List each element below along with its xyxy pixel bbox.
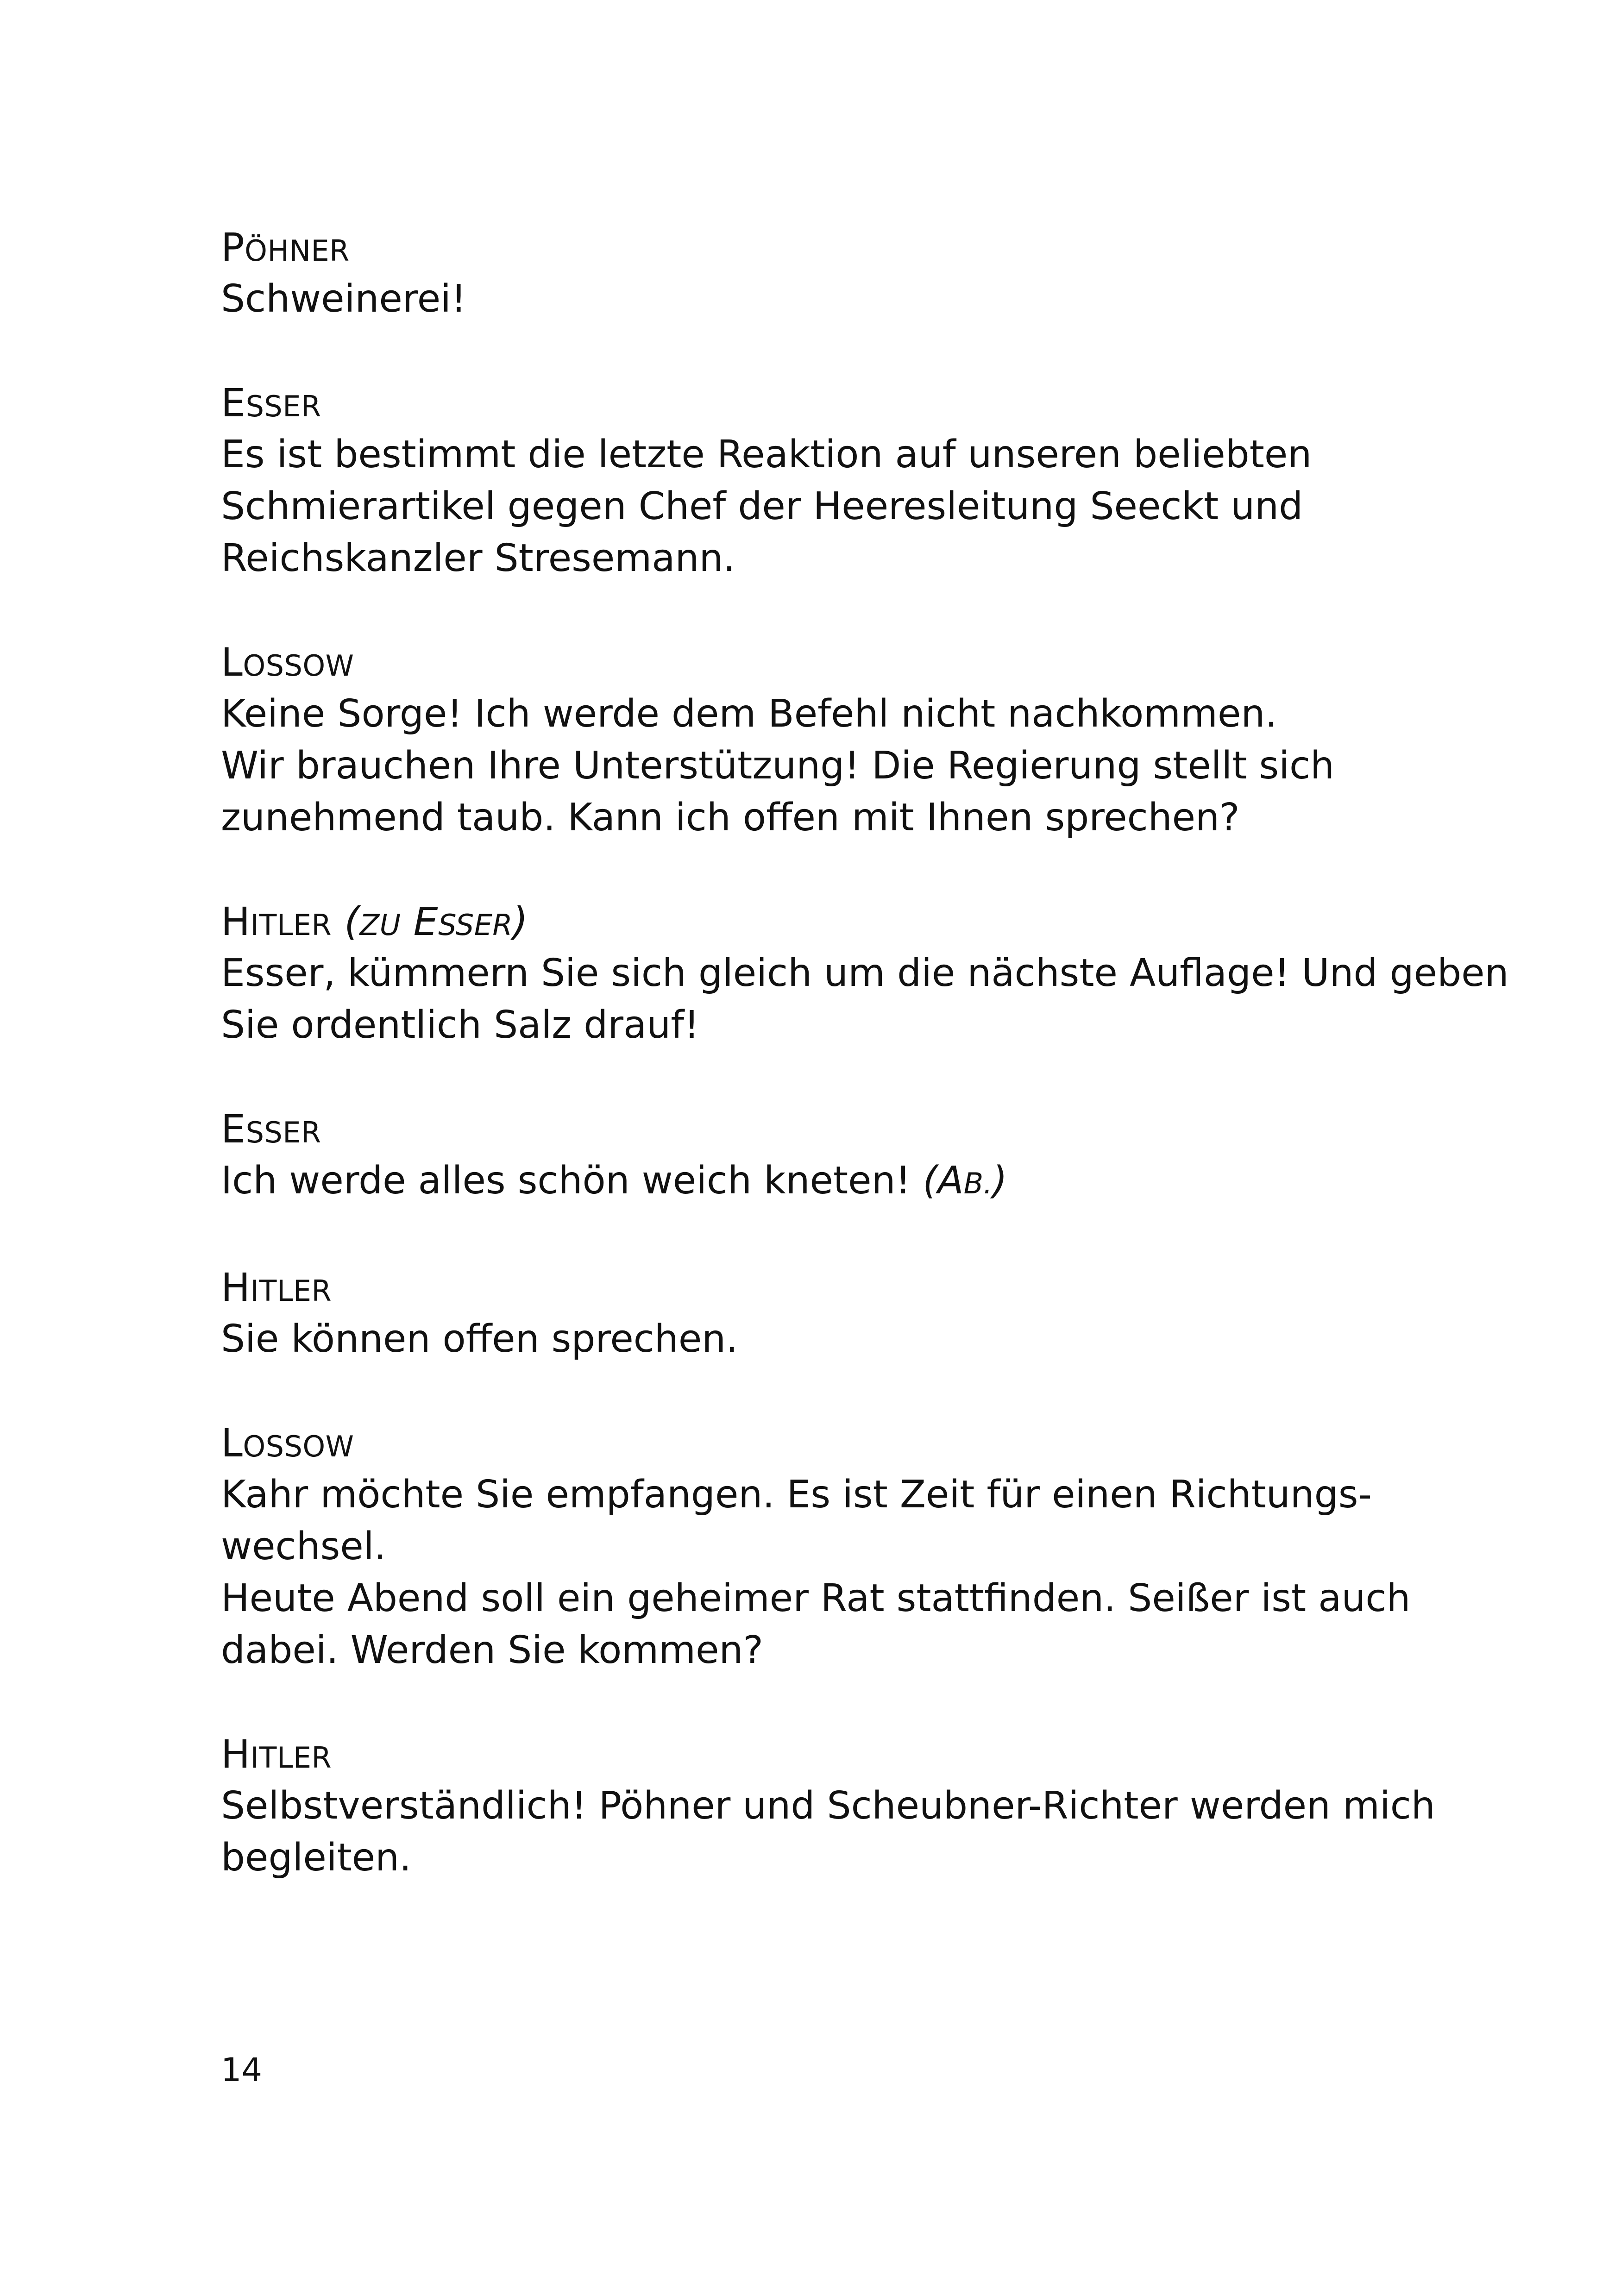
dialogue-block-esser bbox=[221, 1103, 1407, 1210]
dialogue-block-poehner bbox=[221, 221, 1407, 325]
page-number: 14 bbox=[221, 2051, 263, 2089]
dialogue-line: Schmierartikel gegen Chef der Heeresleitung Seeckt und bbox=[221, 484, 1303, 528]
speaker-name: LOSSOW bbox=[221, 1420, 354, 1466]
speaker-name: ESSER bbox=[221, 1106, 321, 1152]
dialogue-line: Keine Sorge! Ich werde dem Befehl nicht nachkommen. bbox=[221, 692, 1277, 736]
speaker-name: PÖHNER bbox=[221, 225, 350, 270]
dialogue-line: Heute Abend soll ein geheimer Rat stattfinden. Seißer ist auch bbox=[221, 1576, 1411, 1620]
dialogue-line: Esser, kümmern Sie sich gleich um die nächste Auflage! Und geben bbox=[221, 951, 1509, 995]
dialogue-block-lossow bbox=[221, 636, 1407, 844]
dialogue-line: wechsel. bbox=[221, 1524, 386, 1568]
dialogue-line: Kahr möchte Sie empfangen. Es ist Zeit für einen Richtungs- bbox=[221, 1473, 1372, 1517]
dialogue-block-hitler bbox=[221, 896, 1509, 1051]
speaker-name: ESSER bbox=[221, 380, 321, 426]
dialogue-line: Es ist bestimmt die letzte Reaktion auf unseren beliebten bbox=[221, 433, 1312, 477]
play-script-text bbox=[221, 221, 1509, 1936]
speaker-name: LOSSOW bbox=[221, 640, 354, 685]
dialogue-block-hitler bbox=[221, 1728, 1435, 1884]
dialogue-block-esser bbox=[221, 377, 1407, 584]
dialogue-line: Ich werde alles schön weich kneten! (AB.) bbox=[221, 1159, 1007, 1203]
dialogue-line: begleiten. bbox=[221, 1836, 412, 1880]
speaker-name: HITLER (ZU ESSER) bbox=[221, 899, 528, 944]
dialogue-line: zunehmend taub. Kann ich offen mit Ihnen sprechen? bbox=[221, 796, 1240, 840]
speaker-name: HITLER bbox=[221, 1265, 332, 1310]
dialogue-line: Wir brauchen Ihre Unterstützung! Die Regierung stellt sich bbox=[221, 744, 1335, 788]
dialogue-line: dabei. Werden Sie kommen? bbox=[221, 1628, 764, 1672]
dialogue-line: Selbstverständlich! Pöhner und Scheubner-Richter werden mich bbox=[221, 1784, 1435, 1828]
dialogue-line: Reichskanzler Stresemann. bbox=[221, 536, 735, 580]
dialogue-block-hitler bbox=[221, 1261, 1407, 1365]
dialogue-line: Sie können offen sprechen. bbox=[221, 1317, 738, 1361]
dialogue-block-lossow bbox=[221, 1417, 1411, 1676]
stage-direction: (ZU ESSER) bbox=[332, 899, 528, 944]
dialogue-line: Schweinerei! bbox=[221, 277, 466, 321]
stage-direction: (AB.) bbox=[911, 1159, 1007, 1203]
dialogue-line: Sie ordentlich Salz drauf! bbox=[221, 1003, 700, 1047]
speaker-name: HITLER bbox=[221, 1731, 332, 1777]
